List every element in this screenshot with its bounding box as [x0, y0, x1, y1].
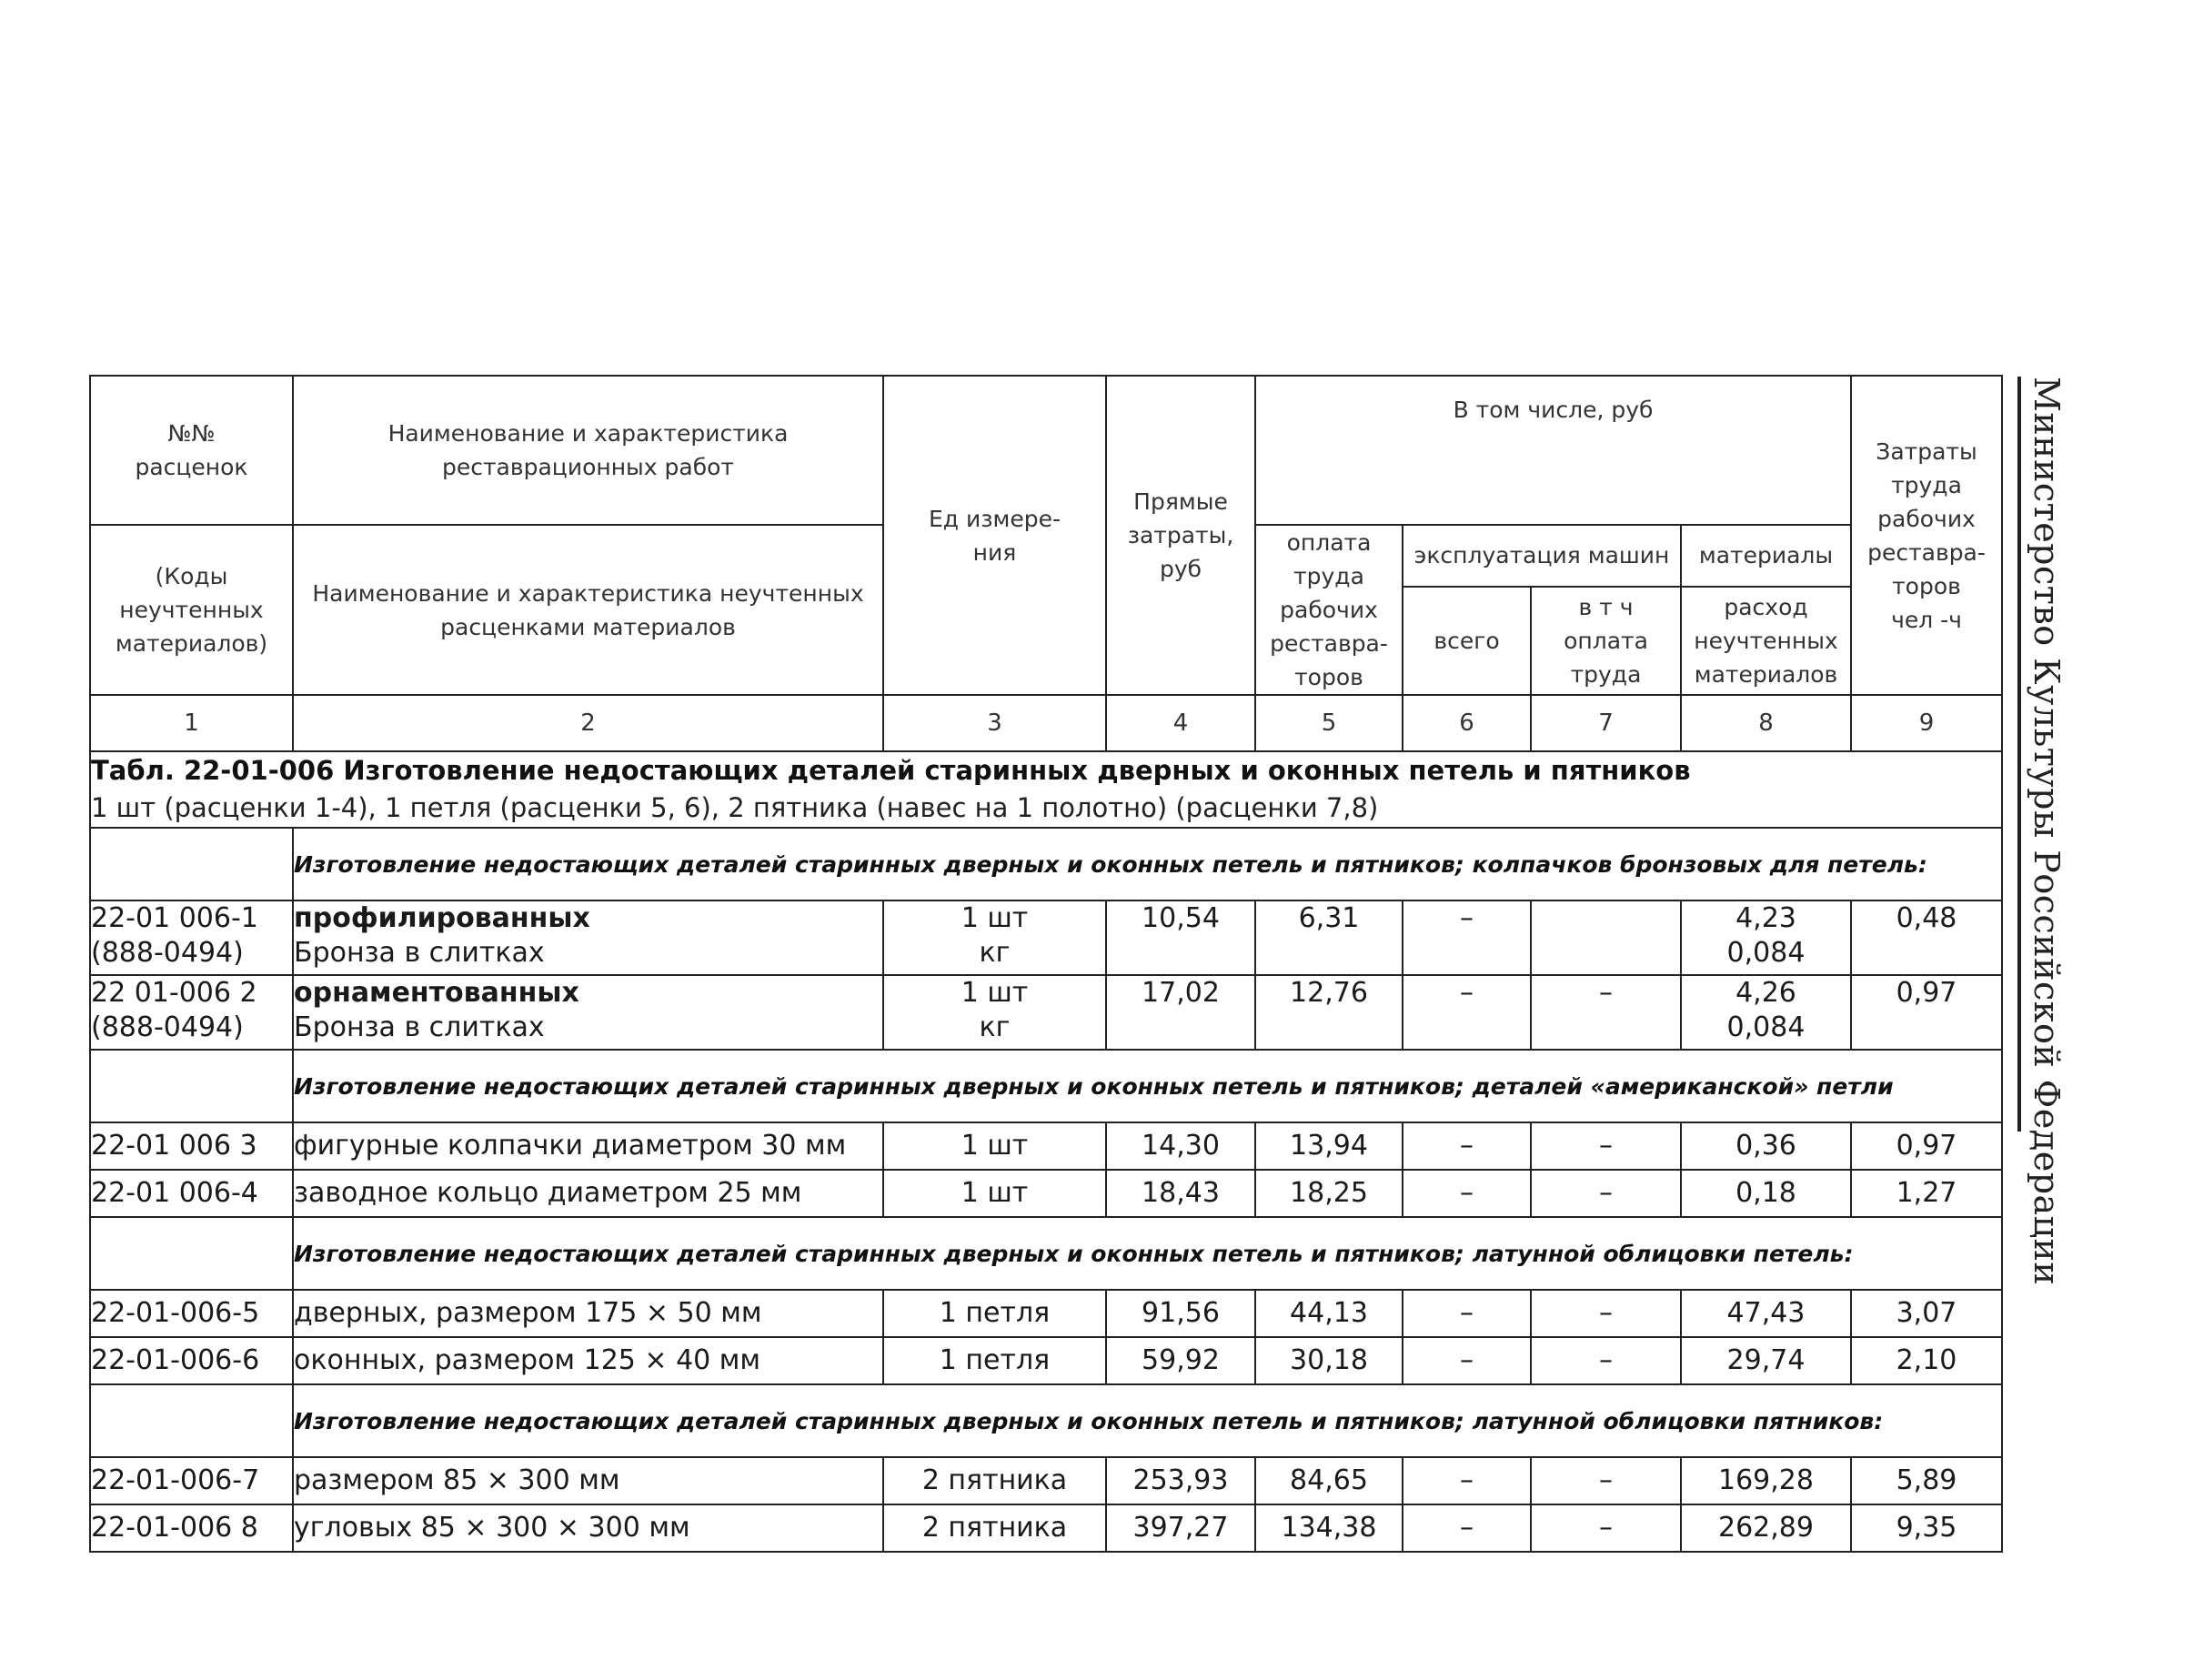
rate-code: 22-01-006-5 — [90, 1290, 293, 1337]
header-rate-number — [90, 376, 293, 525]
group-heading: Изготовление недостающих деталей старинных дверных и оконных петель и пятников; латунной облицовки петель: — [293, 1217, 2002, 1290]
header-line: материалов) — [115, 630, 268, 657]
header-materials-label: материалы — [1698, 542, 1834, 569]
direct-costs: 253,93 — [1106, 1457, 1255, 1504]
header-machines-total-label: всего — [1433, 627, 1500, 654]
table-row — [90, 1337, 2002, 1384]
header-line: в т ч — [1578, 593, 1634, 620]
group-empty-cell — [90, 1217, 293, 1290]
materials: 47,43 — [1681, 1290, 1851, 1337]
machines-total: – — [1403, 1170, 1531, 1217]
rate-code: 22-01-006-6 — [90, 1337, 293, 1384]
materials: 0,18 — [1681, 1170, 1851, 1217]
materials: 4,26 — [1735, 977, 1796, 1009]
machines-wages: – — [1531, 1170, 1681, 1217]
unit: 2 пятника — [883, 1457, 1106, 1504]
table-subtitle: 1 шт (расценки 1-4), 1 петля (расценки 5, 6), 2 пятника (навес на 1 полотно) (расценки 7,8) — [91, 792, 1379, 823]
rate-code: 22-01-006 8 — [90, 1504, 293, 1552]
header-line: труда — [1293, 563, 1364, 589]
machines-wages: – — [1531, 1290, 1681, 1337]
direct-costs: 91,56 — [1106, 1290, 1255, 1337]
header-line: реставрационных работ — [442, 454, 734, 480]
header-line: (Коды — [155, 563, 228, 589]
rate-code: 22-01-006-7 — [90, 1457, 293, 1504]
wages: 18,25 — [1255, 1170, 1403, 1217]
labor-costs: 0,48 — [1851, 900, 2002, 975]
direct-costs: 59,92 — [1106, 1337, 1255, 1384]
machines-total: – — [1403, 900, 1531, 975]
table-row — [90, 1290, 2002, 1337]
group-row — [90, 1050, 2002, 1122]
group-row — [90, 1217, 2002, 1290]
rate-code: 22-01 006 3 — [90, 1122, 293, 1170]
document — [89, 375, 2001, 1553]
column-number: 8 — [1681, 695, 1851, 751]
material-name: Бронза в слитках — [294, 937, 545, 969]
header-line: неучтенных — [119, 597, 264, 623]
table-row — [90, 1504, 2002, 1552]
column-number: 7 — [1531, 695, 1681, 751]
header-including-label: В том числе, руб — [1453, 397, 1654, 423]
group-heading: Изготовление недостающих деталей старинных дверных и оконных петель и пятников; деталей «американской» петли — [293, 1050, 2002, 1122]
table-row — [90, 975, 2002, 1050]
work-name: фигурные колпачки диаметром 30 мм — [293, 1122, 883, 1170]
header-line: Наименование и характеристика неучтенных — [312, 579, 864, 607]
work-name: размером 85 × 300 мм — [293, 1457, 883, 1504]
header-line: торов — [1892, 572, 1961, 599]
labor-costs: 0,97 — [1851, 1122, 2002, 1170]
machines-wages — [1531, 900, 1681, 975]
rate-code: 22-01 006-4 — [90, 1170, 293, 1217]
materials: 29,74 — [1681, 1337, 1851, 1384]
header-line: неучтенных — [1694, 627, 1838, 654]
header-line: реставра- — [1867, 538, 1986, 566]
wages: 6,31 — [1255, 900, 1403, 975]
header-line: расход — [1724, 593, 1808, 620]
direct-costs: 18,43 — [1106, 1170, 1255, 1217]
unit: 1 петля — [883, 1337, 1106, 1384]
unit: 1 шт — [961, 902, 1029, 934]
materials-cell — [1681, 900, 1851, 975]
header-line: труда — [1570, 660, 1642, 688]
materials: 169,28 — [1681, 1457, 1851, 1504]
work-name: заводное кольцо диаметром 25 мм — [293, 1170, 883, 1217]
unit: 1 петля — [883, 1290, 1106, 1337]
side-title-bar — [2017, 377, 2076, 1286]
direct-costs: 397,27 — [1106, 1504, 1255, 1552]
rates-table — [89, 375, 2003, 1553]
machines-wages: – — [1531, 1504, 1681, 1552]
header-line: труда — [1891, 471, 1962, 498]
material-code: (888-0494) — [91, 1011, 244, 1043]
wages: 13,94 — [1255, 1122, 1403, 1170]
column-number: 2 — [293, 695, 883, 751]
work-name: орнаментованных — [294, 977, 579, 1009]
table-title-row — [90, 751, 2002, 828]
header-line: расценок — [135, 454, 248, 480]
column-number: 3 — [883, 695, 1106, 751]
material-code: (888-0494) — [91, 937, 244, 969]
header-line: рабочих — [1877, 505, 1976, 532]
machines-wages: – — [1531, 975, 1681, 1050]
table-title: Табл. 22-01-006 Изготовление недостающих деталей старинных дверных и оконных петель и пятников — [91, 755, 1691, 786]
materials-cell — [1681, 975, 1851, 1050]
labor-costs: 3,07 — [1851, 1290, 2002, 1337]
work-name: дверных, размером 175 × 50 мм — [293, 1290, 883, 1337]
labor-costs: 1,27 — [1851, 1170, 2002, 1217]
unit: 1 шт — [883, 1170, 1106, 1217]
rate-code: 22-01 006-1 — [91, 902, 258, 934]
wages: 30,18 — [1255, 1337, 1403, 1384]
rate-code-cell — [90, 900, 293, 975]
header-line: оплата — [1286, 529, 1372, 556]
work-name: оконных, размером 125 × 40 мм — [293, 1337, 883, 1384]
header-line: материалов — [1694, 660, 1838, 688]
direct-costs: 10,54 — [1106, 900, 1255, 975]
header-wages — [1255, 525, 1403, 695]
header-including — [1255, 376, 1851, 525]
materials: 0,36 — [1681, 1122, 1851, 1170]
labor-costs: 9,35 — [1851, 1504, 2002, 1552]
group-row — [90, 1384, 2002, 1457]
unit-cell — [883, 900, 1106, 975]
unit-cell — [883, 975, 1106, 1050]
header-line: рабочих — [1280, 597, 1378, 623]
column-number: 5 — [1255, 695, 1403, 751]
materials: 262,89 — [1681, 1504, 1851, 1552]
group-row — [90, 828, 2002, 900]
header-line: Затраты — [1876, 438, 1977, 465]
machines-wages: – — [1531, 1337, 1681, 1384]
group-heading: Изготовление недостающих деталей старинных дверных и оконных петель и пятников; латунной облицовки пятников: — [293, 1384, 2002, 1457]
group-heading: Изготовление недостающих деталей старинных дверных и оконных петель и пятников; колпачков бронзовых для петель: — [293, 828, 2002, 900]
header-direct-costs — [1106, 376, 1255, 695]
header-line: чел -ч — [1891, 606, 1962, 633]
labor-costs: 0,97 — [1851, 975, 2002, 1050]
unit: 1 шт — [961, 977, 1029, 1009]
material-unit: кг — [979, 937, 1011, 969]
header-machines-label: эксплуатация машин — [1413, 542, 1670, 569]
table-row — [90, 900, 2002, 975]
rate-code: 22 01-006 2 — [91, 977, 257, 1009]
group-empty-cell — [90, 1050, 293, 1122]
direct-costs: 14,30 — [1106, 1122, 1255, 1170]
header-material-codes — [90, 525, 293, 695]
material-unit: кг — [979, 1011, 1011, 1043]
header-row-1 — [90, 376, 2002, 525]
header-labor-costs — [1851, 376, 2002, 695]
header-line: затраты, — [1127, 522, 1234, 548]
side-title: Министерство Культуры Российской Федерации — [2027, 377, 2067, 1286]
group-empty-cell — [90, 828, 293, 900]
table-row — [90, 1122, 2002, 1170]
work-name: профилированных — [294, 902, 590, 934]
machines-total: – — [1403, 1504, 1531, 1552]
wages: 12,76 — [1255, 975, 1403, 1050]
header-machines — [1403, 525, 1681, 587]
header-line: расценками материалов — [440, 613, 736, 640]
unit: 2 пятника — [883, 1504, 1106, 1552]
header-unit — [883, 376, 1106, 695]
header-line: руб — [1159, 556, 1202, 582]
header-line: оплата — [1564, 627, 1648, 654]
header-line: торов — [1294, 664, 1363, 690]
machines-total: – — [1403, 1337, 1531, 1384]
header-work-name — [293, 376, 883, 525]
material-name: Бронза в слитках — [294, 1011, 545, 1043]
work-name-cell — [293, 975, 883, 1050]
header-line: №№ — [167, 420, 216, 447]
table-row — [90, 1457, 2002, 1504]
work-name: угловых 85 × 300 × 300 мм — [293, 1504, 883, 1552]
machines-wages: – — [1531, 1457, 1681, 1504]
rate-code-cell — [90, 975, 293, 1050]
machines-total: – — [1403, 975, 1531, 1050]
header-machines-wages — [1531, 587, 1681, 695]
header-material-name — [293, 525, 883, 695]
header-line: Наименование и характеристика — [387, 420, 789, 447]
header-materials — [1681, 525, 1851, 587]
column-numbers-row — [90, 695, 2002, 751]
header-line: ния — [972, 538, 1017, 566]
table-row — [90, 1170, 2002, 1217]
header-material-usage — [1681, 587, 1851, 695]
column-number: 4 — [1106, 695, 1255, 751]
wages: 44,13 — [1255, 1290, 1403, 1337]
header-line: Прямые — [1133, 488, 1228, 515]
material-qty: 0,084 — [1726, 937, 1806, 969]
work-name-cell — [293, 900, 883, 975]
header-machines-total — [1403, 587, 1531, 695]
column-number: 6 — [1403, 695, 1531, 751]
wages: 134,38 — [1255, 1504, 1403, 1552]
machines-total: – — [1403, 1457, 1531, 1504]
labor-costs: 2,10 — [1851, 1337, 2002, 1384]
table-title-cell — [90, 751, 2002, 828]
material-qty: 0,084 — [1726, 1011, 1806, 1043]
machines-total: – — [1403, 1122, 1531, 1170]
group-empty-cell — [90, 1384, 293, 1457]
direct-costs: 17,02 — [1106, 975, 1255, 1050]
unit: 1 шт — [883, 1122, 1106, 1170]
machines-total: – — [1403, 1290, 1531, 1337]
column-number: 9 — [1851, 695, 2002, 751]
header-line: реставра- — [1270, 630, 1388, 657]
machines-wages: – — [1531, 1122, 1681, 1170]
column-number: 1 — [90, 695, 293, 751]
labor-costs: 5,89 — [1851, 1457, 2002, 1504]
header-line: Ед измере- — [928, 505, 1061, 532]
wages: 84,65 — [1255, 1457, 1403, 1504]
materials: 4,23 — [1735, 902, 1796, 934]
